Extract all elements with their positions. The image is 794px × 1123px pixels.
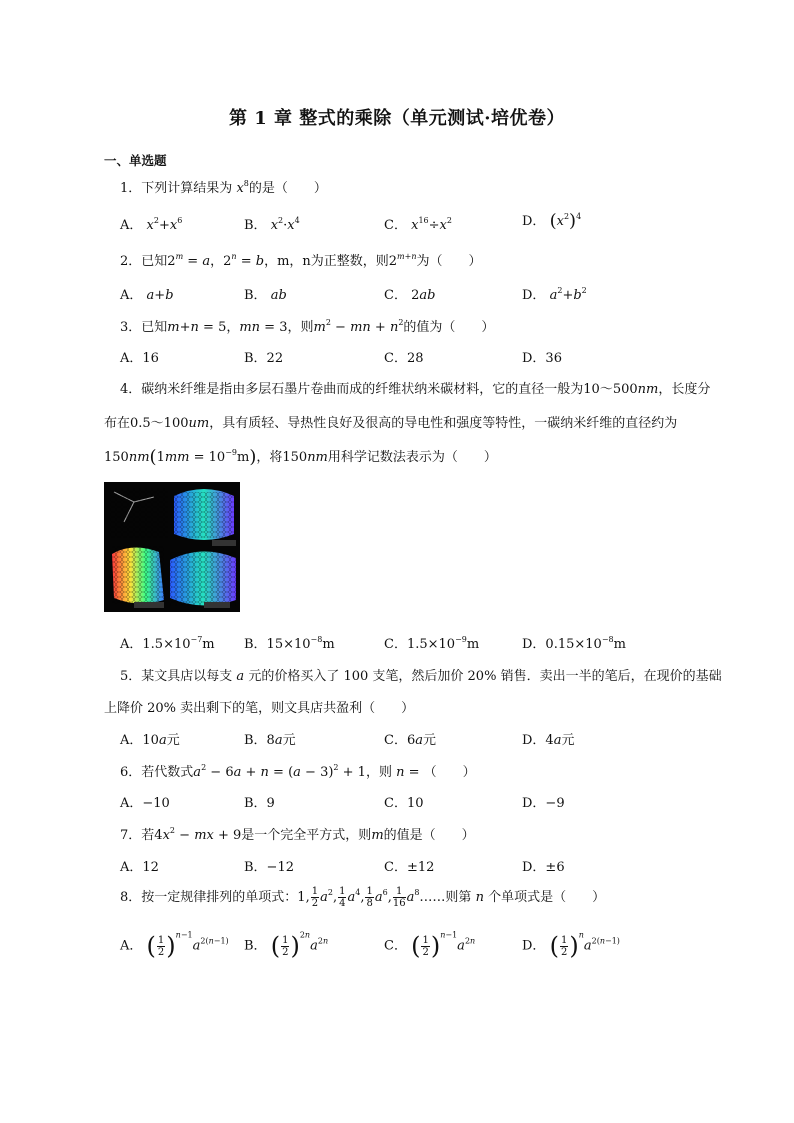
question-4-line-3: $150nm(1mm = 10^{-9}m)$，将150nm用科学记数法表示为（ ） [104, 446, 497, 468]
option-b[interactable]: B．8a元 [244, 733, 296, 748]
option-c[interactable]: C．$1.5\times 10^{-9}m$ [384, 635, 480, 652]
option-d[interactable]: D．36 [522, 351, 562, 366]
question-4-line-1: 4．碳纳米纤维是指由多层石墨片卷曲而成的纤维状纳米碳材料，它的直径一般为10～500nm，长度分 [120, 382, 711, 397]
question-7-options [120, 856, 720, 876]
option-b[interactable]: B．$15\times 10^{-8}m$ [244, 635, 335, 652]
question-5-line-2: 上降价 20% 卖出剩下的笔，则文具店共盈利（ ） [104, 701, 415, 716]
option-a[interactable]: A．16 [120, 351, 159, 366]
question-3-options [120, 347, 720, 367]
question-1: 1．下列计算结果为 $x^8$的是（ ） [120, 179, 327, 196]
question-2-options [120, 284, 720, 304]
page-title: 第 1 章 整式的乘除（单元测试·培优卷） [228, 108, 566, 129]
option-b[interactable]: B． $x^2\cdot x^4$ [244, 216, 300, 233]
option-a[interactable]: A．10a元 [120, 733, 180, 748]
question-2: 2．已知$2^m = a$，$2^n = b$，m，n为正整数，则$2^{m+n}$为（ ） [120, 252, 482, 269]
option-d[interactable]: D．−9 [522, 796, 565, 811]
section-heading: 一、单选题 [104, 153, 167, 168]
question-1-options [120, 210, 720, 234]
question-8: 8．按一定规律排列的单项式：1, $\frac{1}{2}$ $a^2$, $\frac{1}{4}$ $a^4$, $\frac{1}{8}$ $a^6$, $\frac{1}{16}$ $a^8\dots\dots$则第 n 个单项式是（ ） [120, 886, 606, 909]
option-a[interactable]: A．−10 [120, 796, 170, 811]
question-4-line-2: 布在0.5～100um，具有质轻、导热性良好及很高的导电性和强度等特性，一碳纳米纤维的直径约为 [104, 416, 678, 431]
option-a[interactable]: A．$1.5\times 10^{-7}m$ [120, 635, 215, 652]
carbon-nanotube-image [104, 482, 240, 612]
option-d[interactable]: D．$0.15\times 10^{-8}m$ [522, 635, 626, 652]
option-a[interactable]: A． ( $\frac{1}{2}$ )$^{n-1}a^{2(n-1)}$ [120, 930, 229, 960]
option-d[interactable]: D．±6 [522, 860, 565, 875]
question-6: 6．若代数式$a^2 - 6a + n = (a - 3)^2 + 1$，则 n = （ ） [120, 763, 476, 780]
question-3: 3．已知m+n = 5，mn = 3，则$m^2$ − mn + $n^2$的值为（ ） [120, 318, 495, 335]
option-c[interactable]: C．±12 [384, 860, 435, 875]
option-d[interactable]: D． $a^2+b^2$ [522, 286, 587, 303]
question-5-options [120, 729, 720, 749]
option-a[interactable]: A．12 [120, 860, 159, 875]
question-7: 7．若$4x^2$ − mx + 9是一个完全平方式，则m的值是（ ） [120, 826, 475, 843]
option-b[interactable]: B． ( $\frac{1}{2}$ )$^{2n}a^{2n}$ [244, 930, 329, 960]
option-d[interactable]: D． $(x^2)^4$ [522, 210, 582, 232]
option-c[interactable]: C． $x^{16}\div x^2$ [384, 216, 452, 233]
option-b[interactable]: B．9 [244, 796, 275, 811]
question-5-line-1: 5．某文具店以每支 a 元的价格买入了 100 支笔，然后加价 20% 销售．卖出一半的笔后，在现价的基础 [120, 669, 722, 684]
option-b[interactable]: B．22 [244, 351, 284, 366]
question-6-options [120, 792, 720, 812]
option-d[interactable]: D．4a元 [522, 733, 575, 748]
question-8-options [120, 930, 720, 972]
option-d[interactable]: D． ( $\frac{1}{2}$ )$^na^{2(n-1)}$ [522, 930, 620, 960]
option-b[interactable]: B．−12 [244, 860, 294, 875]
option-b[interactable]: B． ab [244, 288, 287, 303]
option-c[interactable]: C．6a元 [384, 733, 436, 748]
option-a[interactable]: A． a+b [120, 288, 174, 303]
option-c[interactable]: C． 2ab [384, 288, 436, 303]
option-c[interactable]: C．10 [384, 796, 424, 811]
option-a[interactable]: A． $x^2+x^6$ [120, 216, 183, 233]
question-4-options [120, 633, 720, 653]
option-c[interactable]: C．28 [384, 351, 424, 366]
option-c[interactable]: C． ( $\frac{1}{2}$ )$^{n-1}a^{2n}$ [384, 930, 476, 960]
